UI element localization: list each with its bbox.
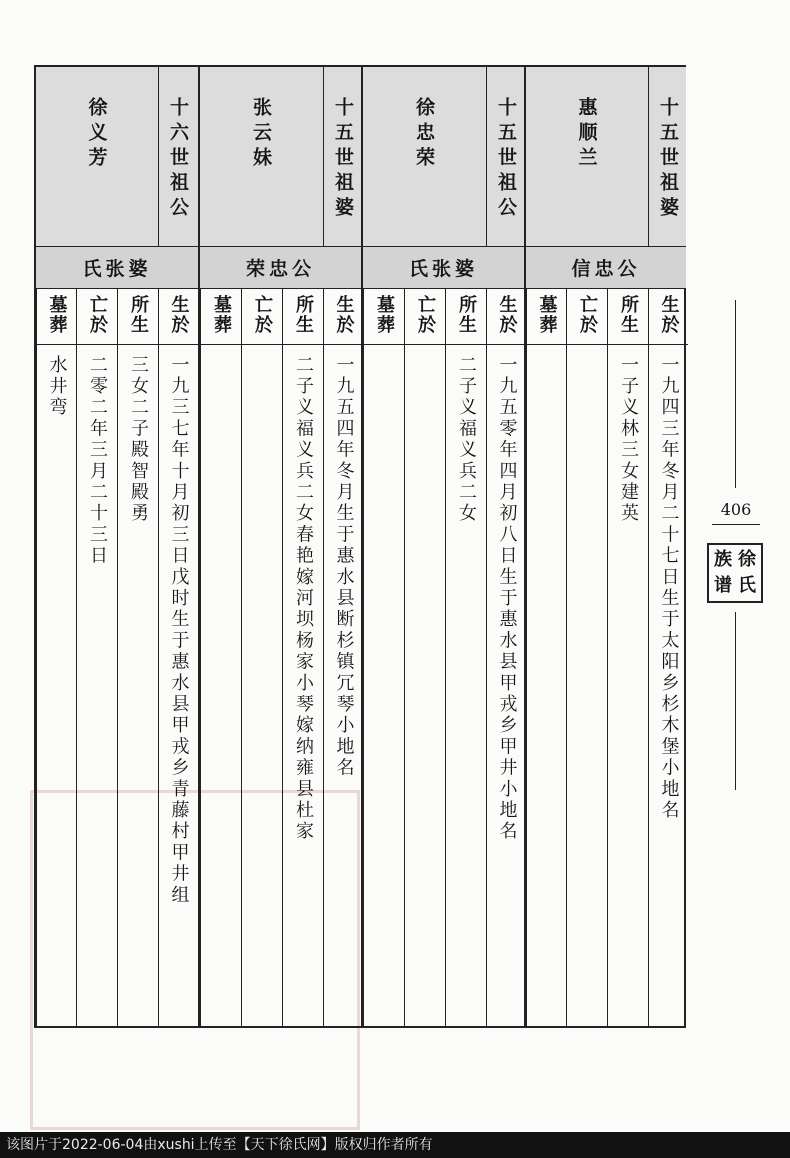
- burial-column: 墓葬 水井弯: [36, 289, 76, 1026]
- children-column: 所生 二子义福义兵二女春艳嫁河坝杨家小琴嫁纳雍县杜家: [282, 289, 323, 1026]
- generation-title: 十五世祖婆: [323, 67, 363, 247]
- generation-title: 十六世祖公: [158, 67, 198, 247]
- margin-rule-bottom: [735, 612, 736, 790]
- seal-char: 族: [714, 549, 732, 570]
- person-name: 惠顺兰: [575, 97, 598, 172]
- footer-notice: 该图片于2022-06-04由xushi上传至【天下徐氏网】版权归作者所有: [0, 1132, 790, 1158]
- record-zhang-yunmei: [198, 67, 361, 1026]
- spouse-label: 氏张婆: [363, 247, 524, 289]
- children-column: 所生 三女二子殿智殿勇: [117, 289, 158, 1026]
- record-xu-zhongrong: [361, 67, 524, 1026]
- record-xu-yifang: [36, 67, 198, 1026]
- record-hui-shunlan: [524, 67, 686, 1026]
- person-name: 张云妹: [250, 97, 272, 172]
- seal-char: 谱: [714, 575, 732, 596]
- spouse-label: 信忠公: [526, 247, 686, 289]
- seal-char: 徐: [738, 549, 756, 570]
- spouse-label: 氏张婆: [36, 247, 198, 289]
- generation-title: 十五世祖婆: [648, 67, 688, 247]
- person-name: 徐义芳: [85, 97, 108, 172]
- birth-column: 生於 一九五零年四月初八日生于惠水县甲戎乡甲井小地名: [486, 289, 526, 1026]
- burial-column: 墓葬: [526, 289, 566, 1026]
- margin-rule-top: [735, 300, 736, 488]
- burial-column: 墓葬: [363, 289, 404, 1026]
- death-column: 亡於: [404, 289, 445, 1026]
- birth-column: 生於 一九四三年冬月二十七日生于太阳乡杉木堡小地名: [648, 289, 688, 1026]
- children-column: 所生 二子义福义兵二女: [445, 289, 486, 1026]
- death-column: 亡於 二零二年三月二十三日: [76, 289, 117, 1026]
- page-number: 406: [720, 500, 752, 519]
- children-column: 所生 一子义林三女建英: [607, 289, 648, 1026]
- birth-column: 生於 一九五四年冬月生于惠水县断杉镇冗琴小地名: [323, 289, 363, 1026]
- person-name: 徐忠荣: [413, 97, 435, 172]
- spouse-label: 荣忠公: [200, 247, 361, 289]
- death-column: 亡於: [241, 289, 282, 1026]
- generation-title: 十五世祖公: [486, 67, 526, 247]
- death-column: 亡於: [566, 289, 607, 1026]
- genealogy-table: [34, 65, 686, 1028]
- birth-column: 生於 一九三七年十月初三日戊时生于惠水县甲戎乡青藤村甲井组: [158, 289, 198, 1026]
- page-number-rule: [712, 524, 760, 525]
- burial-column: 墓葬: [200, 289, 241, 1026]
- family-seal: [707, 543, 763, 603]
- seal-char: 氏: [738, 575, 756, 596]
